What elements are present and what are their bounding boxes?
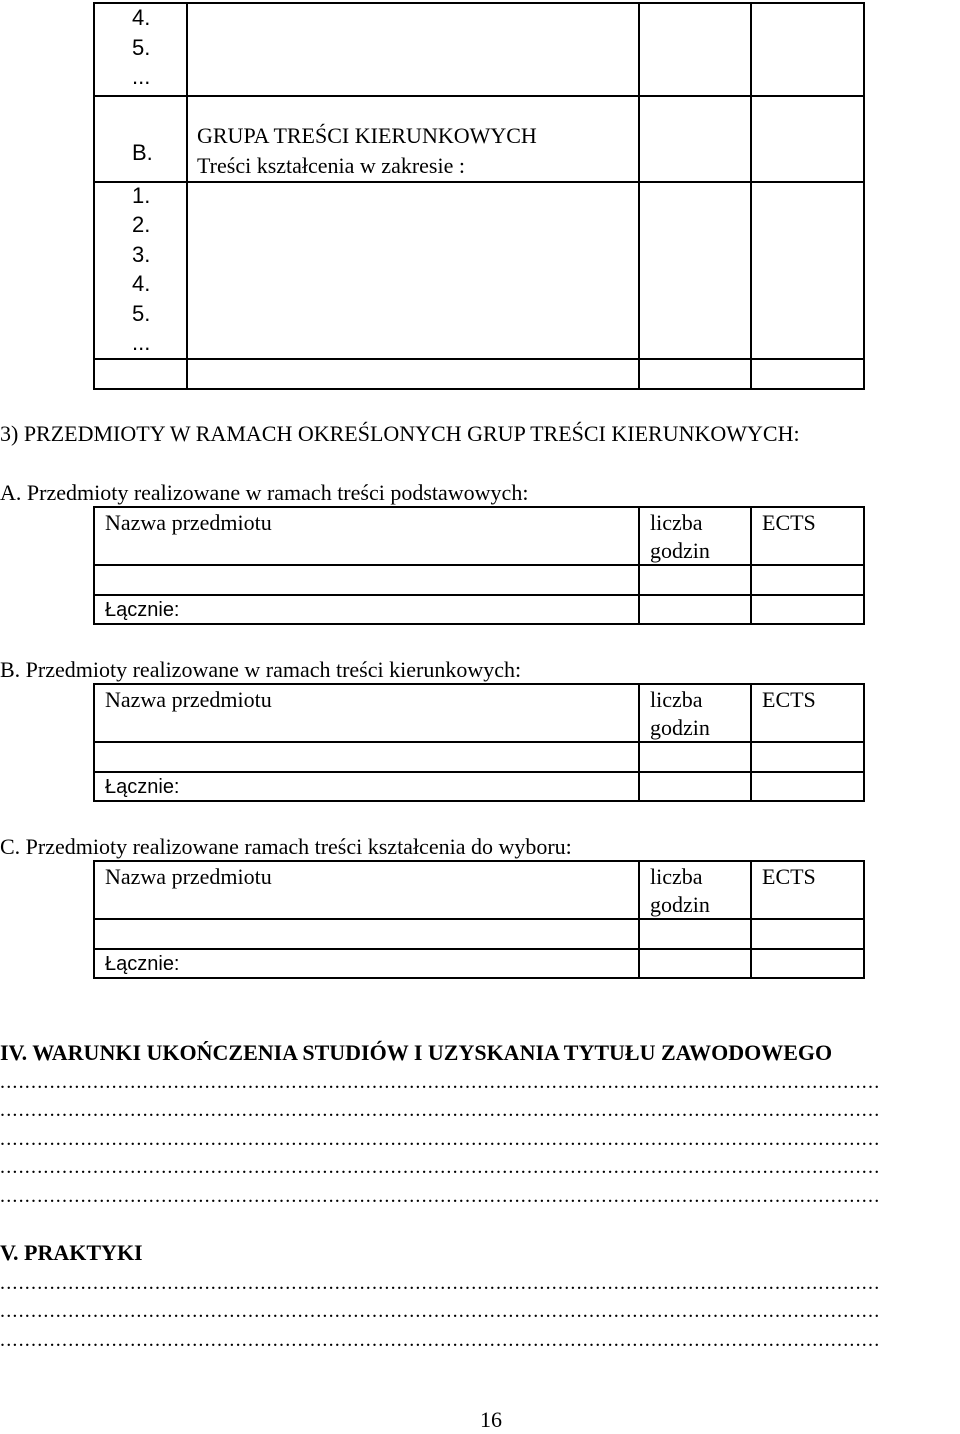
subsection-title: A. Przedmioty realizowane w ramach treści podstawowych:	[0, 480, 529, 505]
subsection-title: C. Przedmioty realizowane ramach treści kształcenia do wyboru:	[0, 834, 572, 859]
group-subtitle: Treści kształcenia w zakresie :	[197, 153, 465, 178]
total-label: Łącznie:	[105, 776, 180, 798]
row-number: 5.	[132, 301, 151, 326]
column-header-ects: ECTS	[762, 687, 816, 712]
row-number: 2.	[132, 212, 151, 237]
column-header-name: Nazwa przedmiotu	[105, 864, 272, 889]
dotted-line: ..............................................................................................................................................	[0, 1272, 881, 1294]
total-label: Łącznie:	[105, 599, 180, 621]
column-header-hours: godzin	[650, 715, 710, 740]
column-header-hours: godzin	[650, 892, 710, 917]
row-number: 1.	[132, 183, 151, 208]
column-header-hours: liczba	[650, 864, 703, 889]
section-5-heading: V. PRAKTYKI	[0, 1240, 143, 1265]
row-number: 4.	[132, 5, 151, 30]
row-number: 5.	[132, 35, 151, 60]
column-header-name: Nazwa przedmiotu	[105, 510, 272, 535]
dotted-line: ..............................................................................................................................................	[0, 1300, 881, 1322]
total-label: Łącznie:	[105, 953, 180, 975]
group-letter: B.	[132, 140, 153, 165]
column-header-ects: ECTS	[762, 864, 816, 889]
subsection-title: B. Przedmioty realizowane w ramach treści kierunkowych:	[0, 657, 522, 682]
dotted-line: ..............................................................................................................................................	[0, 1156, 881, 1178]
section-4-heading: IV. WARUNKI UKOŃCZENIA STUDIÓW I UZYSKANIA TYTUŁU ZAWODOWEGO	[0, 1040, 833, 1065]
group-title: GRUPA TREŚCI KIERUNKOWYCH	[197, 123, 537, 148]
page-number: 16	[480, 1407, 502, 1432]
column-header-ects: ECTS	[762, 510, 816, 535]
dotted-line: ..............................................................................................................................................	[0, 1185, 881, 1207]
dotted-line: ..............................................................................................................................................	[0, 1071, 881, 1093]
section-3-heading: 3) PRZEDMIOTY W RAMACH OKREŚLONYCH GRUP TREŚCI KIERUNKOWYCH:	[0, 421, 800, 446]
column-header-hours: godzin	[650, 538, 710, 563]
column-header-hours: liczba	[650, 510, 703, 535]
row-number: 4.	[132, 271, 151, 296]
dotted-line: ..............................................................................................................................................	[0, 1128, 881, 1150]
dotted-line: ..............................................................................................................................................	[0, 1099, 881, 1121]
dotted-line: ..............................................................................................................................................	[0, 1329, 881, 1351]
column-header-name: Nazwa przedmiotu	[105, 687, 272, 712]
column-header-hours: liczba	[650, 687, 703, 712]
row-number: ...	[132, 64, 151, 89]
row-number: ...	[132, 330, 151, 355]
row-number: 3.	[132, 242, 151, 267]
